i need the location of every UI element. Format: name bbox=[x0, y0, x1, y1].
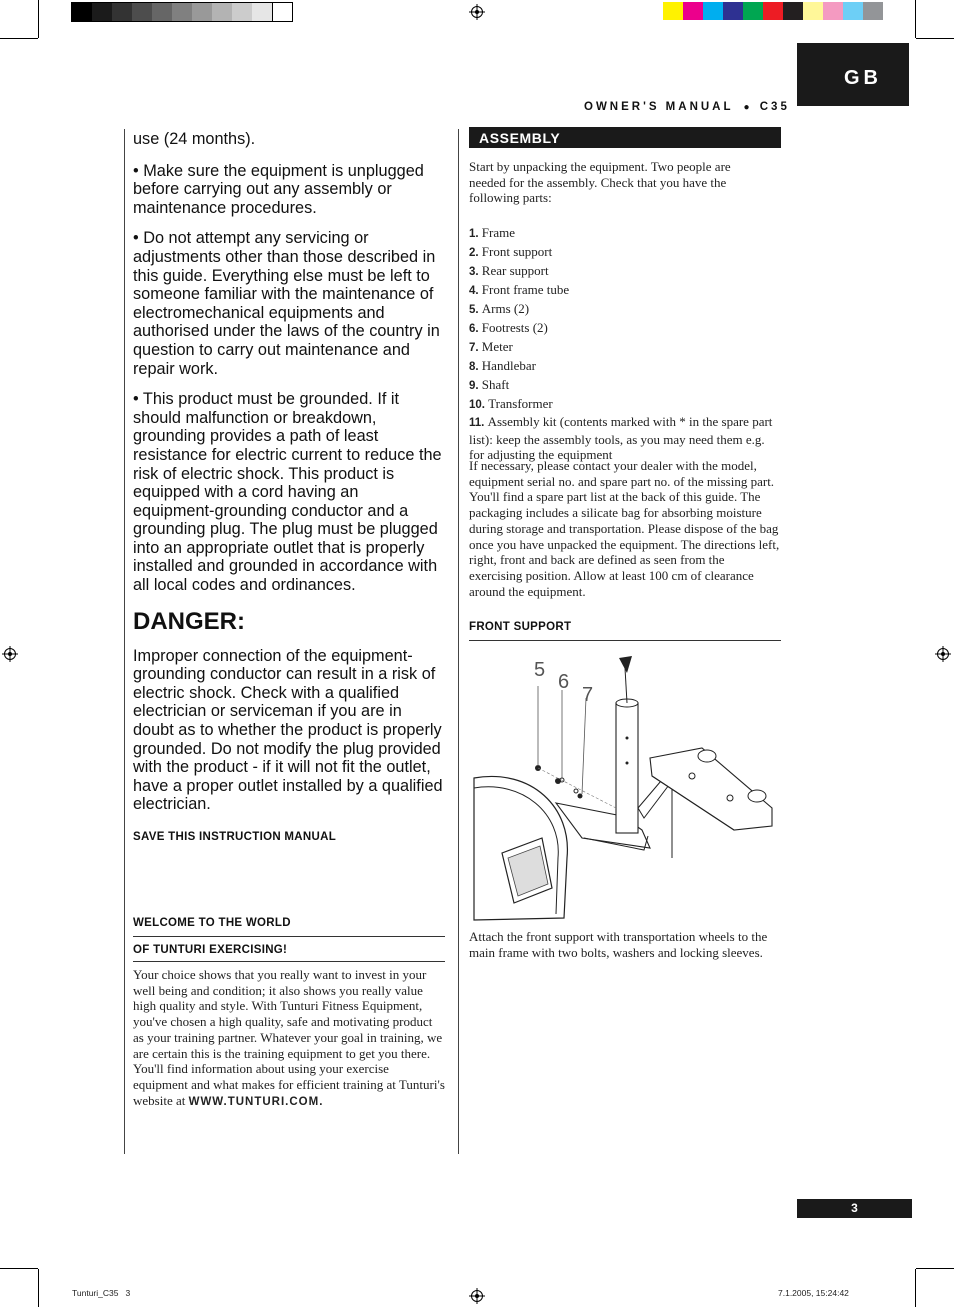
part-label: Assembly kit (contents marked with * in the spare part list): keep the assembly tools, as you may need them e.g. for adjusting the equipment bbox=[469, 414, 773, 463]
heading-rule bbox=[133, 936, 445, 937]
color-swatch bbox=[743, 2, 763, 20]
parts-list-item bbox=[469, 300, 779, 319]
frame-tube bbox=[616, 703, 638, 833]
parts-list-item bbox=[469, 395, 779, 414]
gray-swatch bbox=[172, 3, 192, 21]
part-label: Footrests (2) bbox=[481, 320, 548, 335]
gray-swatch bbox=[192, 3, 212, 21]
part-number: 9. bbox=[469, 380, 482, 392]
safety-paragraph: • Make sure the equipment is unplugged before carrying out any assembly or maintenance procedures. bbox=[133, 161, 424, 217]
part-label: Transformer bbox=[488, 396, 553, 411]
color-swatch bbox=[783, 2, 803, 20]
parts-list bbox=[469, 224, 779, 463]
safety-paragraph: • Do not attempt any servicing or adjustments other than those described in this guide. Everything else must be left to someone familiar with the maintenance of electromechanical equipments and authorised under the laws of the country in question to carry out maintenance and repair work. bbox=[133, 229, 440, 378]
color-swatch bbox=[803, 2, 823, 20]
registration-mark-icon bbox=[2, 646, 18, 662]
parts-list-item bbox=[469, 376, 779, 395]
gray-swatch bbox=[212, 3, 232, 21]
welcome-paragraph bbox=[133, 967, 446, 1110]
figure-label: 6 bbox=[558, 671, 570, 693]
gray-swatch bbox=[112, 3, 132, 21]
part-label: Front support bbox=[481, 244, 553, 259]
color-swatch bbox=[763, 2, 783, 20]
part-label: Rear support bbox=[481, 263, 549, 278]
gray-swatch bbox=[72, 3, 92, 21]
part-number: 5. bbox=[469, 304, 482, 316]
color-calibration-bar bbox=[663, 2, 883, 20]
contact-paragraph: If necessary, please contact your dealer with the model, equipment serial no. and spare part no. of the missing part. You'll find a spare part list at the back of this guide. The packaging includes a silicate bag for absorbing moisture during storage and transportation. Please dispose of the bag once you have unpacked the equipment. The directions left, right, front and back are defined as seen from the exercising position. Allow at least 100 cm of clearance around the equipment. bbox=[469, 458, 780, 599]
running-header bbox=[584, 101, 790, 113]
part-label: Arms (2) bbox=[481, 301, 530, 316]
part-number: 3. bbox=[469, 266, 482, 278]
figure-label: 7 bbox=[582, 684, 594, 706]
gray-swatch bbox=[152, 3, 172, 21]
color-swatch bbox=[703, 2, 723, 20]
parts-list-item bbox=[469, 319, 779, 338]
assembly-intro: Start by unpacking the equipment. Two people are needed for the assembly. Check that you have the following parts: bbox=[469, 159, 731, 206]
part-label: Front frame tube bbox=[481, 282, 570, 297]
danger-paragraph: Improper connection of the equipment-grounding conductor can result in a risk of electric shock. Check with a qualified electrician or serviceman if you are in doubt as to whether the product is properly grounded. Do not modify the plug provided with the product - if it will not fit the outlet, have a proper outlet installed by a qualified electrician. bbox=[133, 646, 443, 814]
print-timestamp: 7.1.2005, 15:24:42 bbox=[778, 1288, 849, 1298]
file-slug: Tunturi_C35 3 bbox=[72, 1288, 131, 1298]
color-swatch bbox=[843, 2, 863, 20]
welcome-text: Your choice shows that you really want to invest in your well being and condition; it also shows you really value high quality and style. With Tunturi Fitness Equipment, you've chosen a high quality, safe and motivating product as your training partner. Whatever your goal in training, we are certain this is the training equipment to get you there. You'll find information about using your exercise equipment and what makes for efficient training at Tunturi's website at bbox=[133, 967, 445, 1108]
page-number: 3 bbox=[797, 1199, 912, 1218]
gray-swatch bbox=[92, 3, 112, 21]
part-label: Handlebar bbox=[481, 358, 536, 373]
model-label: C35 bbox=[759, 101, 790, 113]
part-number: 11. bbox=[469, 417, 488, 429]
website-link[interactable]: WWW.TUNTURI.COM. bbox=[188, 1095, 324, 1108]
left-column bbox=[133, 130, 443, 847]
parts-list-item bbox=[469, 224, 779, 243]
part-label: Frame bbox=[481, 225, 516, 240]
gray-swatch bbox=[252, 3, 272, 21]
color-swatch bbox=[823, 2, 843, 20]
color-swatch bbox=[723, 2, 743, 20]
color-swatch bbox=[683, 2, 703, 20]
parts-list-item bbox=[469, 357, 779, 376]
parts-list-item bbox=[469, 414, 779, 463]
column-rule bbox=[458, 129, 459, 1154]
crop-mark bbox=[915, 0, 916, 38]
crop-mark bbox=[0, 1268, 38, 1269]
heading-rule bbox=[133, 961, 445, 962]
safety-paragraph: • This product must be grounded. If it should malfunction or breakdown, grounding provides a path of least resistance for electric current to reduce the risk of electric shock. This product is equipped with a cord having an equipment-grounding conductor and a grounding plug. The plug must be plugged into an appropriate outlet that is properly installed and grounded in accordance with all local codes and ordinances. bbox=[133, 390, 442, 595]
color-swatch bbox=[663, 2, 683, 20]
part-number: 10. bbox=[469, 399, 489, 411]
save-manual-note: SAVE THIS INSTRUCTION MANUAL bbox=[133, 831, 337, 843]
part-label: Meter bbox=[481, 339, 513, 354]
part-label: Shaft bbox=[481, 377, 510, 392]
crop-mark bbox=[38, 1269, 39, 1307]
part-number: 8. bbox=[469, 361, 482, 373]
parts-list-item bbox=[469, 262, 779, 281]
gray-swatch bbox=[132, 3, 152, 21]
part-number: 2. bbox=[469, 247, 482, 259]
crop-mark bbox=[915, 1269, 916, 1307]
welcome-heading-line2: OF TUNTURI EXERCISING! bbox=[133, 944, 288, 956]
language-tab bbox=[797, 43, 909, 106]
gray-swatch bbox=[232, 3, 252, 21]
parts-list-item bbox=[469, 281, 779, 300]
color-swatch bbox=[863, 2, 883, 20]
part-number: 1. bbox=[469, 228, 482, 240]
registration-mark-icon bbox=[935, 646, 951, 662]
front-support-diagram bbox=[472, 648, 782, 924]
part-number: 7. bbox=[469, 342, 482, 354]
part-number: 4. bbox=[469, 285, 482, 297]
danger-heading: DANGER: bbox=[133, 607, 245, 635]
part-number: 6. bbox=[469, 323, 482, 335]
crop-mark bbox=[916, 38, 954, 39]
bullet-icon: ● bbox=[743, 102, 750, 113]
welcome-heading-line1: WELCOME TO THE WORLD bbox=[133, 917, 291, 929]
safety-paragraph: use (24 months). bbox=[133, 130, 256, 148]
figure-label: 5 bbox=[534, 659, 546, 681]
assembly-heading: ASSEMBLY bbox=[469, 127, 781, 148]
figure-caption: Attach the front support with transportation wheels to the main frame with two bolts, washers and locking sleeves. bbox=[469, 929, 768, 960]
crop-mark bbox=[0, 38, 38, 39]
front-support-heading: FRONT SUPPORT bbox=[469, 621, 572, 633]
parts-list-item bbox=[469, 338, 779, 357]
gray-calibration-bar bbox=[71, 2, 293, 22]
heading-rule bbox=[469, 640, 781, 641]
registration-mark-icon bbox=[469, 4, 485, 20]
language-tab-label: GB bbox=[844, 67, 882, 89]
manual-label: OWNER'S MANUAL bbox=[584, 101, 734, 113]
column-rule bbox=[124, 129, 125, 1154]
parts-list-item bbox=[469, 243, 779, 262]
registration-mark-icon bbox=[469, 1288, 485, 1304]
crop-mark bbox=[38, 0, 39, 38]
crop-mark bbox=[916, 1268, 954, 1269]
gray-swatch bbox=[272, 3, 292, 21]
